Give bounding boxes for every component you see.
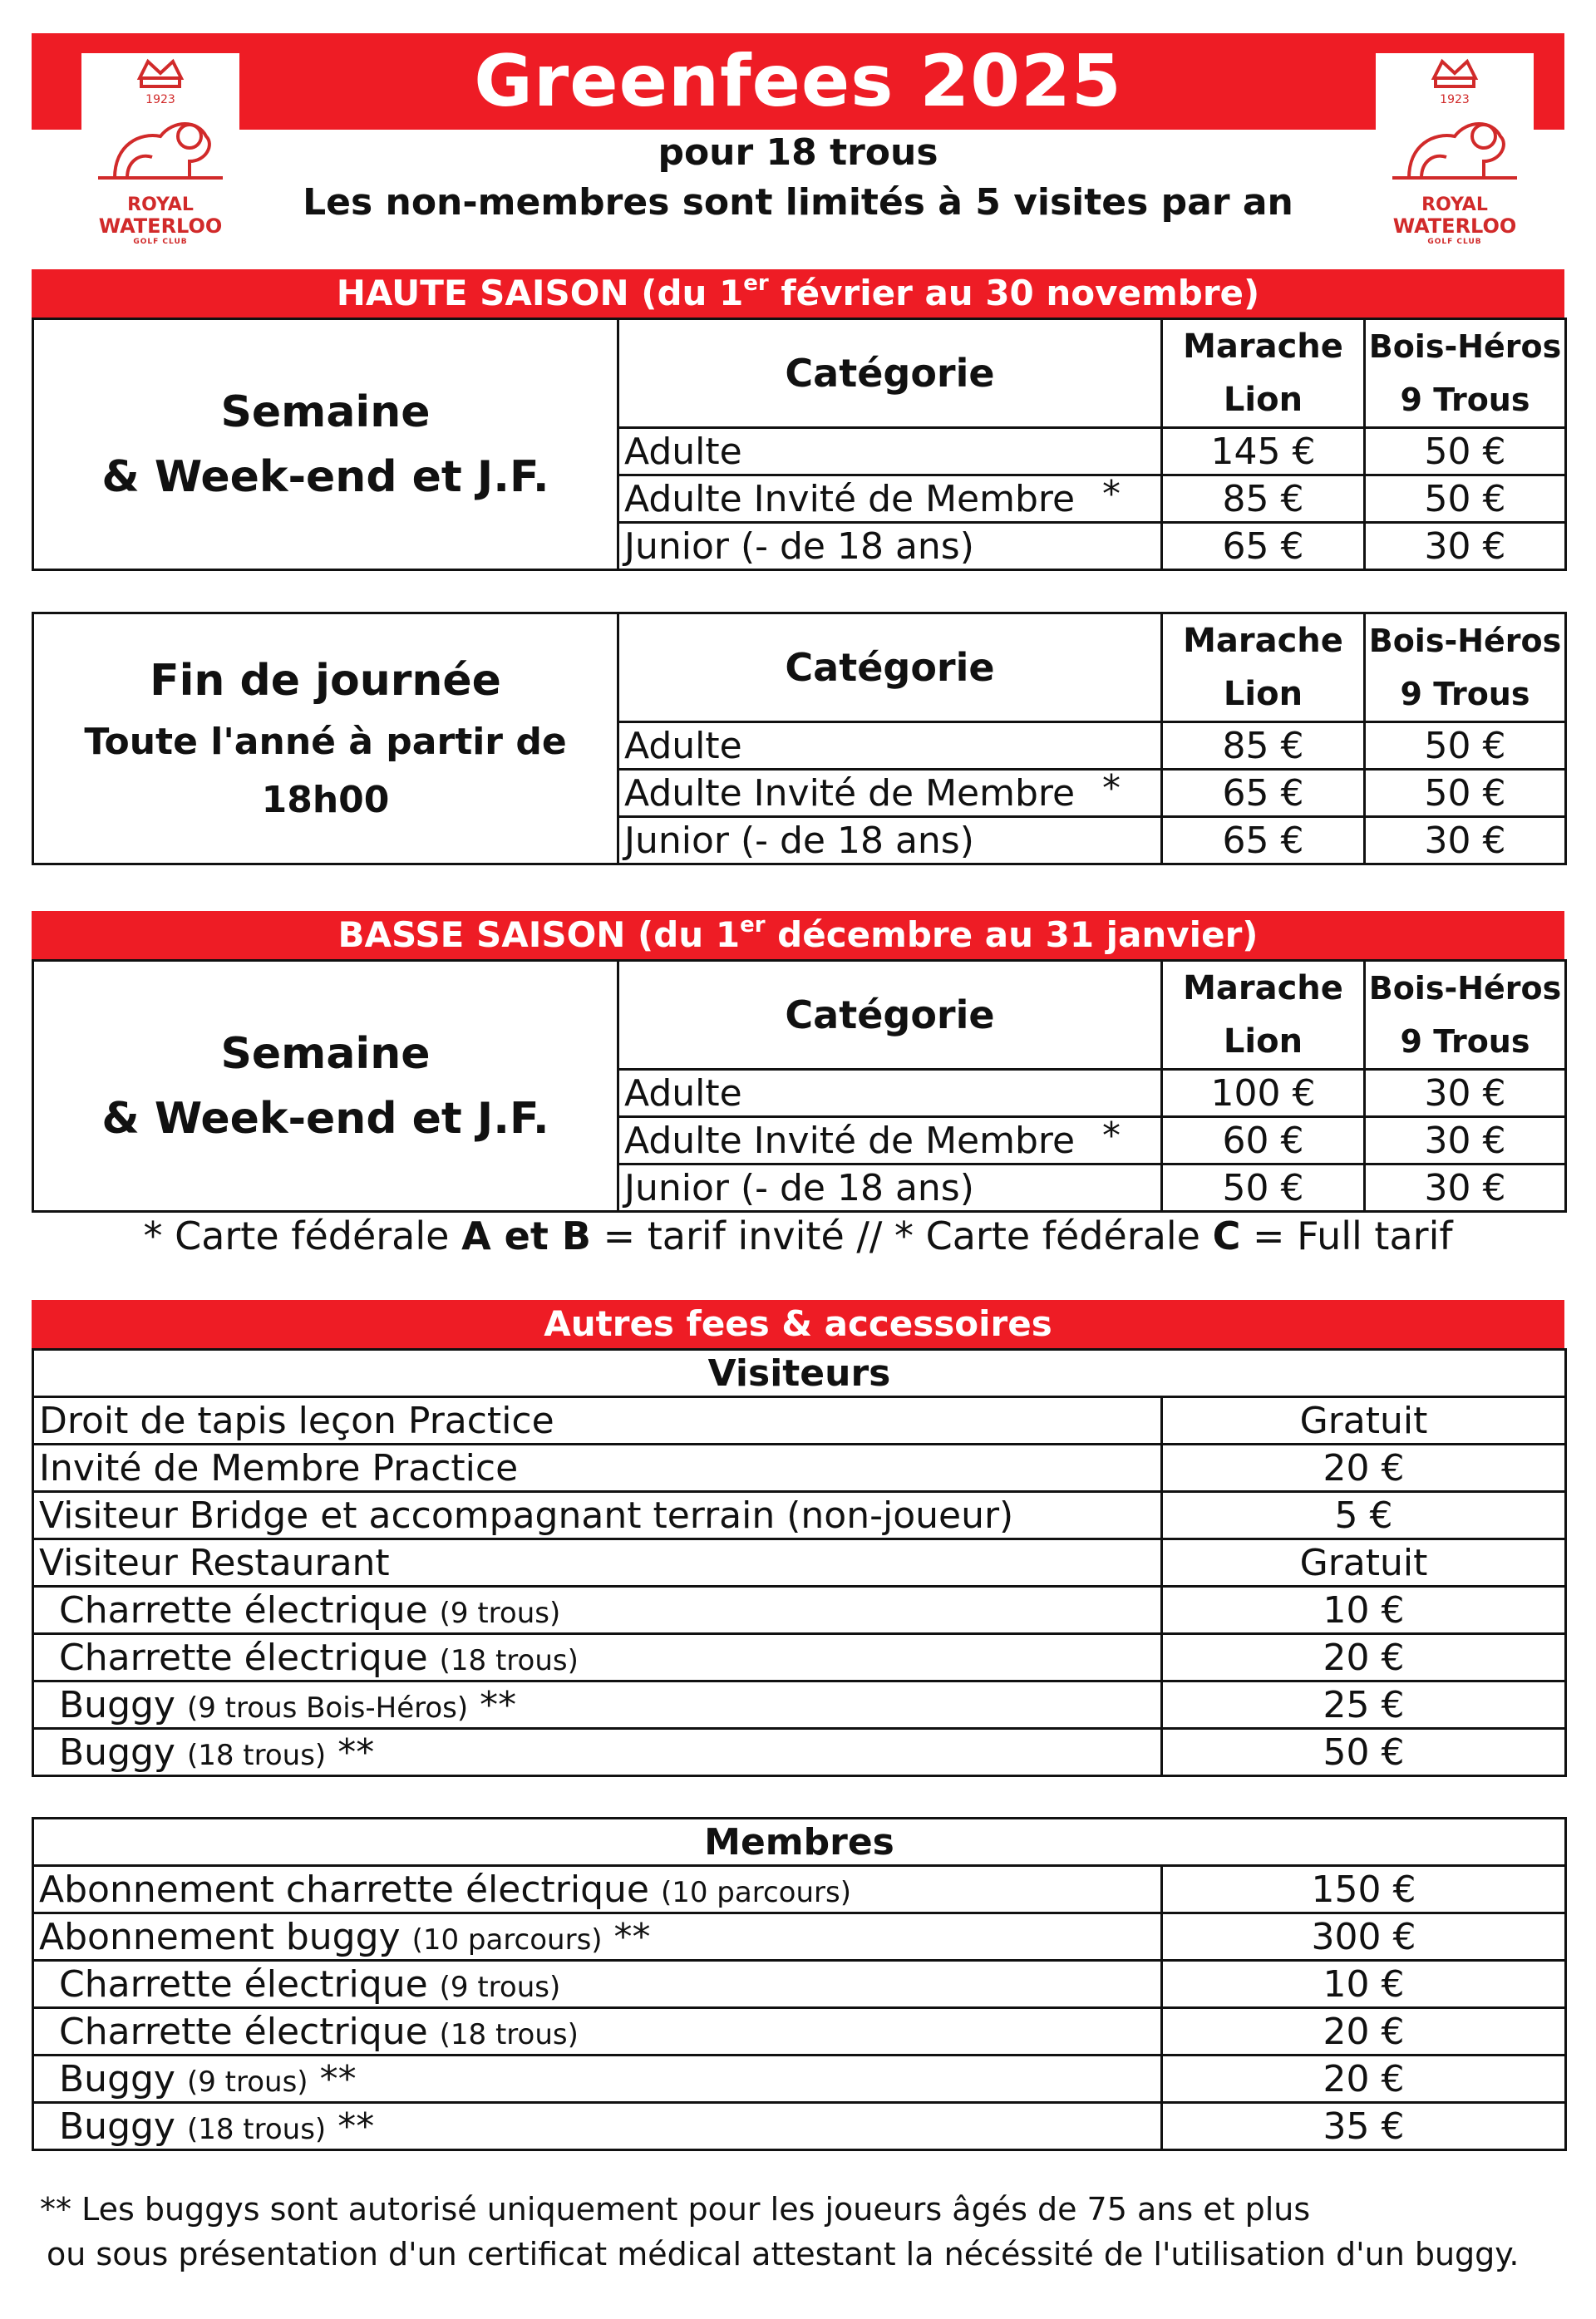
crown-lion-icon [1376,53,1534,194]
fin-journee-table [32,612,1567,865]
table-row: Invité de Membre Practice 20 € [33,1445,1566,1492]
header-categorie: Catégorie [618,319,1162,428]
autres-fees-banner: Autres fees & accessoires [32,1300,1564,1348]
header-marache-lion: Marache Lion [1162,613,1365,722]
table-row: Buggy (9 trous Bois-Héros) ** 25 € [33,1681,1566,1729]
header-categorie: Catégorie [618,613,1162,722]
page-title: Greenfees 2025 [474,40,1122,123]
buggy-footnote-line1: ** Les buggys sont autorisé uniquement pour les joueurs âgés de 75 ans et plus [40,2191,1311,2228]
table-row: Droit de tapis leçon Practice Gratuit [33,1397,1566,1445]
haute-saison-period: Semaine & Week-end et J.F. [33,319,618,570]
table-row: Buggy (9 trous) ** 20 € [33,2056,1566,2103]
carte-federale-note: * Carte fédérale A et B = tarif invité // * Carte fédérale C = Full tarif [143,1214,1453,1258]
table-row: Charrette électrique (9 trous) 10 € [33,1961,1566,2008]
header-bois-heros: Bois-Héros 9 Trous [1365,613,1566,722]
haute-saison-banner: HAUTE SAISON (du 1er février au 30 novembre) [32,269,1564,318]
membres-title: Membres [33,1819,1566,1866]
haute-saison-table [32,318,1567,571]
crown-lion-icon [81,53,239,194]
table-row: Abonnement buggy (10 parcours) ** 300 € [33,1913,1566,1961]
royal-waterloo-logo-left: 1923 ROYAL WATERLOO GOLF CLUB [81,53,239,244]
basse-saison-period: Semaine & Week-end et J.F. [33,961,618,1212]
table-row: Junior (- de 18 ans) 65 € 30 € [33,523,1566,570]
header-bois-heros: Bois-Héros 9 Trous [1365,961,1566,1070]
subtitle-holes: pour 18 trous [658,131,938,174]
subtitle-limit: Les non-membres sont limités à 5 visites par an [303,181,1293,224]
table-row: Junior (- de 18 ans) 50 € 30 € [33,1164,1566,1212]
basse-saison-table [32,959,1567,1213]
header-bois-heros: Bois-Héros 9 Trous [1365,319,1566,428]
visiteurs-table [32,1348,1567,1777]
table-row: Buggy (18 trous) ** 35 € [33,2103,1566,2150]
header-categorie: Catégorie [618,961,1162,1070]
buggy-footnote-line2: ou sous présentation d'un certificat médical attestant la nécéssité de l'utilisation d'un buggy. [47,2236,1520,2272]
svg-text:1923: 1923 [1440,93,1470,106]
royal-waterloo-logo-right: 1923 ROYAL WATERLOO GOLF CLUB [1376,53,1534,244]
svg-text:1923: 1923 [145,93,175,106]
table-row: Adulte 145 € 50 € [33,428,1566,475]
table-row: Abonnement charrette électrique (10 parcours) 150 € [33,1866,1566,1913]
header-marache-lion: Marache Lion [1162,961,1365,1070]
table-row: Buggy (18 trous) ** 50 € [33,1729,1566,1776]
table-row: Charrette électrique (9 trous) 10 € [33,1587,1566,1634]
basse-saison-banner: BASSE SAISON (du 1er décembre au 31 janvier) [32,911,1564,959]
table-row: Charrette électrique (18 trous) 20 € [33,2008,1566,2056]
header-marache-lion: Marache Lion [1162,319,1365,428]
table-row: Adulte Invité de Membre * 65 € 50 € [33,770,1566,817]
membres-table [32,1817,1567,2151]
table-row: Adulte 100 € 30 € [33,1070,1566,1117]
fin-journee-period: Fin de journée Toute l'anné à partir de 18h00 [33,613,618,864]
table-row: Visiteur Restaurant Gratuit [33,1539,1566,1587]
table-row: Adulte Invité de Membre * 60 € 30 € [33,1117,1566,1164]
table-row: Junior (- de 18 ans) 65 € 30 € [33,817,1566,864]
table-row: Charrette électrique (18 trous) 20 € [33,1634,1566,1681]
table-row: Adulte Invité de Membre * 85 € 50 € [33,475,1566,523]
table-row: Visiteur Bridge et accompagnant terrain (non-joueur) 5 € [33,1492,1566,1539]
table-row: Adulte 85 € 50 € [33,722,1566,770]
visiteurs-title: Visiteurs [33,1350,1566,1397]
